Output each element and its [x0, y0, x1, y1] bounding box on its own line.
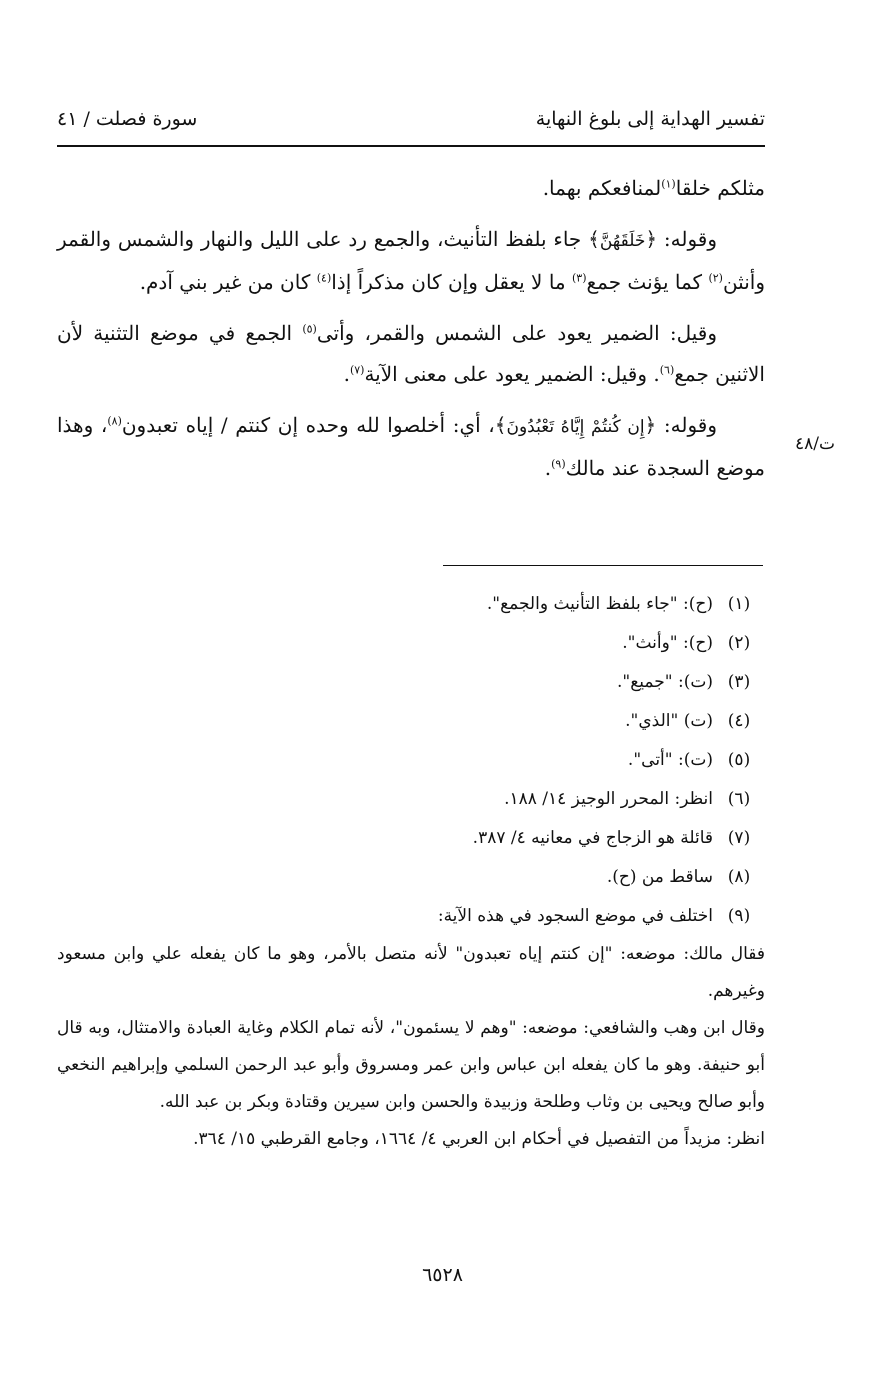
footnote-text: انظر: المحرر الوجيز ١٤/ ١٨٨.	[504, 789, 713, 809]
book-title: تفسير الهداية إلى بلوغ النهاية	[535, 108, 765, 130]
footnote	[57, 702, 765, 741]
footnote-number: (٩)	[727, 906, 751, 926]
footnote-number: (٣)	[727, 672, 751, 692]
paragraph-1: مثلكم خلقا$^{(١)}$لمنافعكم بهما.	[542, 176, 765, 200]
page-number: ٦٥٢٨	[422, 1264, 463, 1286]
footnote-number: (٨)	[727, 867, 751, 887]
footnote	[57, 663, 765, 702]
footnote-number: (٥)	[727, 750, 751, 770]
footnote	[57, 624, 765, 663]
quran-quote: إِن كُنتُمْ إِيَّاهُ تَعْبُدُونَ	[506, 417, 645, 437]
footnote-text: (ت): "أتى".	[627, 750, 713, 770]
footnote-text: (ت): "جميع".	[617, 672, 713, 692]
footnote-ref: (٧)	[349, 363, 365, 377]
footnote-text: (ح): "وأنث".	[622, 633, 713, 653]
footnote-ref: (٤)	[316, 271, 332, 285]
footnote	[57, 897, 765, 936]
footnote	[57, 858, 765, 897]
footnote-text: (ح): "جاء بلفظ التأنيث والجمع".	[486, 594, 713, 614]
paragraph-4: وقوله: ﴿إِن كُنتُمْ إِيَّاهُ تَعْبُدُونَ﴾، أي: أخلصوا لله وحده إن كنتم / إياه تعبدون$^{(٨)}$، وهذا موضع السجدة عند مالك$^{(٩)}$.	[57, 413, 765, 480]
footnote-text: (ت) "الذي".	[625, 711, 713, 731]
footnote	[57, 780, 765, 819]
footnote-number: (١)	[727, 594, 751, 614]
footnote-ref: (٢)	[708, 271, 723, 285]
footnote-number: (٢)	[727, 633, 751, 653]
footnote-number: (٧)	[727, 828, 751, 848]
footnote-ref: (٨)	[107, 414, 122, 428]
paragraph-2: وقوله: ﴿خَلَقَهُنَّ﴾ جاء بلفظ التأنيث، والجمع رد على الليل والنهار والشمس والقمر وأنثن$^{(٢)}$ كما يؤنث جمع$^{(٣)}$ ما لا يعقل وإن كان مذكراً إذا$^{(٤)}$ كان من غير بني آدم.	[57, 227, 765, 294]
footnote-text: ساقط من (ح).	[606, 867, 713, 887]
footnote-ref: (٥)	[302, 322, 317, 336]
surah-label: سورة فصلت / ٤١	[57, 108, 198, 130]
footnote-9-paragraph: انظر: مزيداً من التفصيل في أحكام ابن العربي ٤/ ١٦٦٤، وجامع القرطبي ١٥/ ٣٦٤.	[193, 1129, 765, 1149]
running-header	[57, 108, 765, 142]
footnote-9-paragraph: وقال ابن وهب والشافعي: موضعه: "وهم لا يسئمون"، لأنه تمام الكلام وغاية العبادة والامتثال، وبه قال أبو حنيفة. وهو ما كان يفعله ابن عباس وابن عمر ومسروق وأبو عبد الرحمن السلمي وإبراهيم النخعي وأبو صالح ويحيى بن وثاب وطلحة وزبيدة والحسن وابن سيرين وقتادة وبكر بن عبد الله.	[57, 1018, 765, 1112]
footnote-text: اختلف في موضع السجود في هذه الآية:	[437, 906, 713, 926]
footnote-9-paragraph: فقال مالك: موضعه: "إن كنتم إياه تعبدون" لأنه متصل بالأمر، وهو ما كان يفعله علي وابن مسعود وغيرهم.	[57, 944, 765, 1001]
footnote-ref: (٩)	[551, 457, 566, 471]
paragraph-3: وقيل: الضمير يعود على الشمس والقمر، وأتى$^{(٥)}$ الجمع في موضع التثنية لأن الاثنين جمع$^{(٦)}$. وقيل: الضمير يعود على معنى الآية$^{(٧)}$.	[57, 321, 765, 386]
footnote-separator	[443, 565, 763, 566]
footnote-ref: (٣)	[571, 271, 587, 285]
footnote	[57, 585, 765, 624]
footnote-ref: (٦)	[659, 363, 675, 377]
footnote-ref: (١)	[661, 177, 676, 191]
footnote-number: (٦)	[727, 789, 751, 809]
quran-quote: خَلَقَهُنَّ	[599, 231, 646, 251]
header-rule	[57, 145, 765, 147]
manuscript-folio-marker: ت/٤٨	[795, 434, 835, 454]
footnote	[57, 741, 765, 780]
footnote-number: (٤)	[727, 711, 751, 731]
footnotes	[57, 585, 765, 1158]
footnote	[57, 819, 765, 858]
footnote-text: قائلة هو الزجاج في معانيه ٤/ ٣٨٧.	[472, 828, 713, 848]
main-text	[57, 168, 765, 499]
